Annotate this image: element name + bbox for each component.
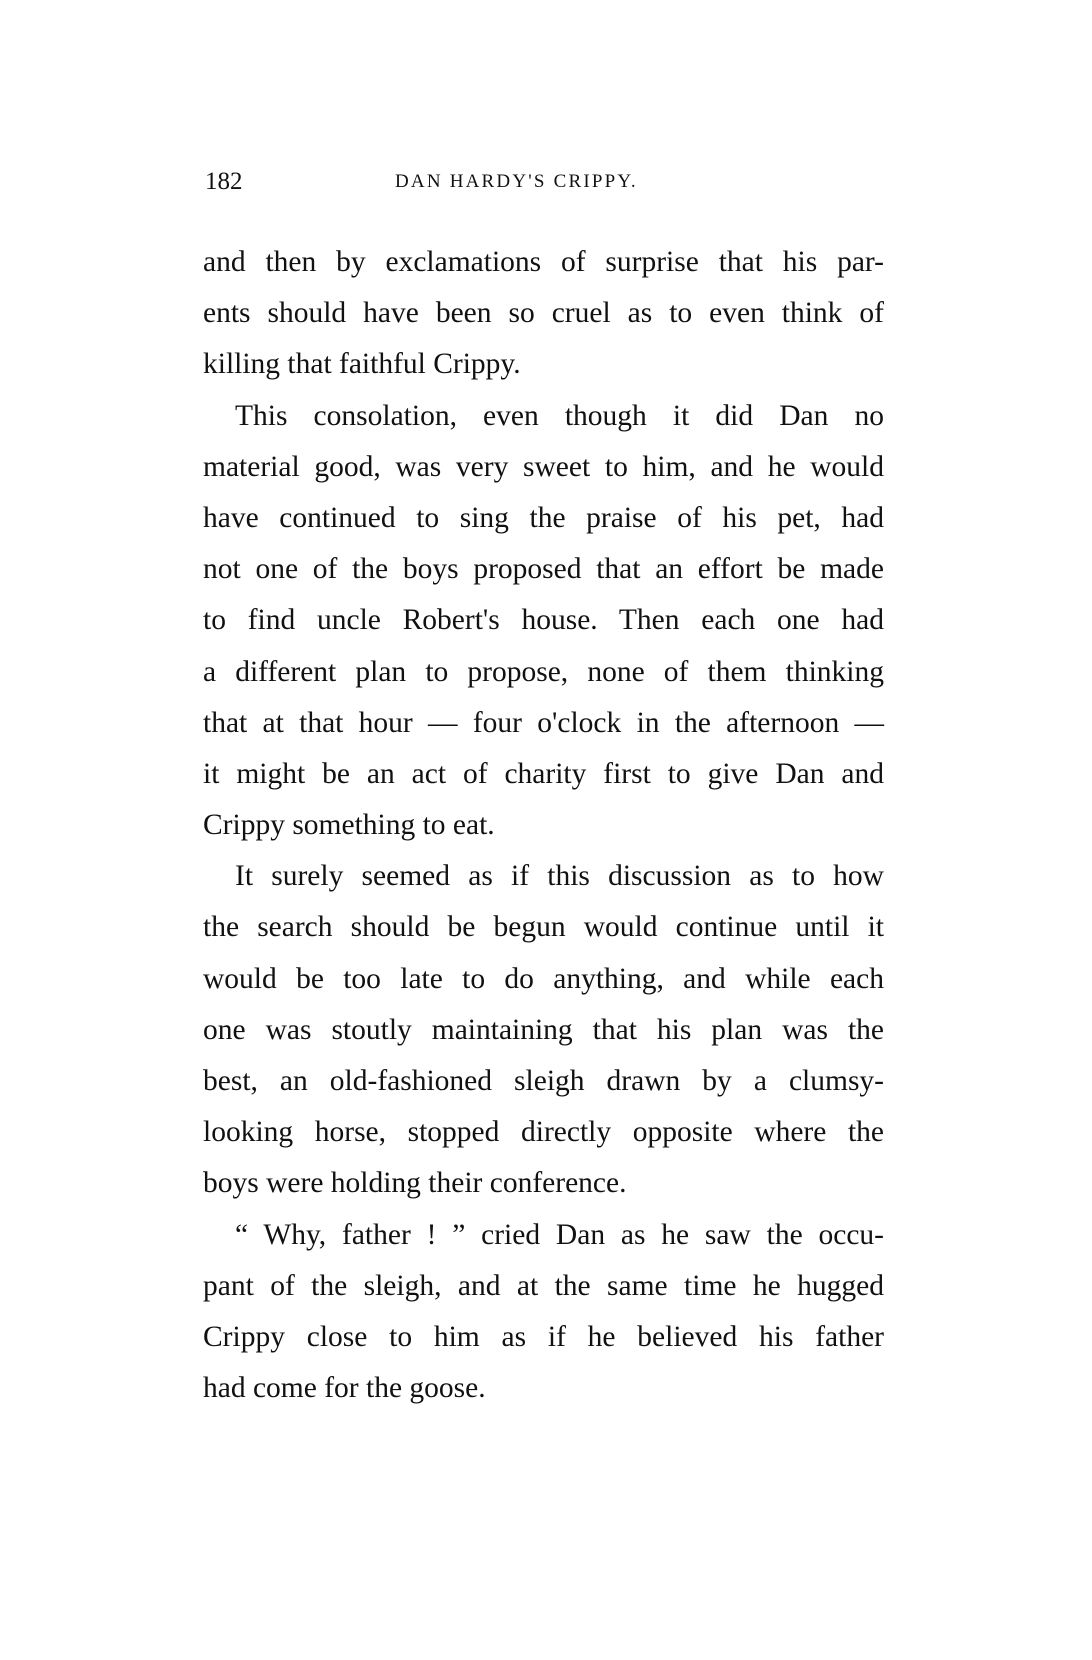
page-header [203, 168, 885, 204]
text-line: pant of the sleigh, and at the same time he hugged [203, 1269, 884, 1302]
text-line: It surely seemed as if this discussion as to how [235, 860, 884, 893]
text-line: had come for the goose. [203, 1372, 486, 1405]
text-line: “ Why, father ! ” cried Dan as he saw the occu- [235, 1218, 884, 1251]
page-body-text [203, 237, 884, 1414]
text-line: killing that faithful Crippy. [203, 348, 521, 381]
text-line: have continued to sing the praise of his pet, had [203, 501, 884, 534]
text-line: best, an old-fashioned sleigh drawn by a clumsy- [203, 1065, 884, 1097]
text-line: a different plan to propose, none of them thinking [203, 655, 884, 688]
text-line: Crippy close to him as if he believed his father [203, 1320, 884, 1353]
text-line: that at that hour — four o'clock in the afternoon — [203, 706, 884, 739]
text-line: to find uncle Robert's house. Then each one had [203, 604, 884, 637]
text-line: ents should have been so cruel as to even think of [203, 297, 884, 330]
text-line: one was stoutly maintaining that his plan was the [203, 1013, 884, 1046]
text-line: and then by exclamations of surprise that his par- [203, 246, 884, 278]
text-line: the search should be begun would continue until it [203, 911, 884, 944]
text-line: boys were holding their conference. [203, 1167, 627, 1200]
text-line: looking horse, stopped directly opposite where the [203, 1116, 884, 1149]
text-line: Crippy something to eat. [203, 809, 495, 842]
text-line: This consolation, even though it did Dan no [235, 399, 884, 432]
text-line: would be too late to do anything, and while each [203, 962, 884, 995]
text-line: it might be an act of charity first to give Dan and [203, 757, 884, 790]
running-title: DAN HARDY'S CRIPPY. [395, 171, 638, 192]
page-number: 182 [205, 168, 243, 195]
text-line: not one of the boys proposed that an effort be made [203, 553, 884, 586]
text-line: material good, was very sweet to him, and he would [203, 450, 884, 483]
